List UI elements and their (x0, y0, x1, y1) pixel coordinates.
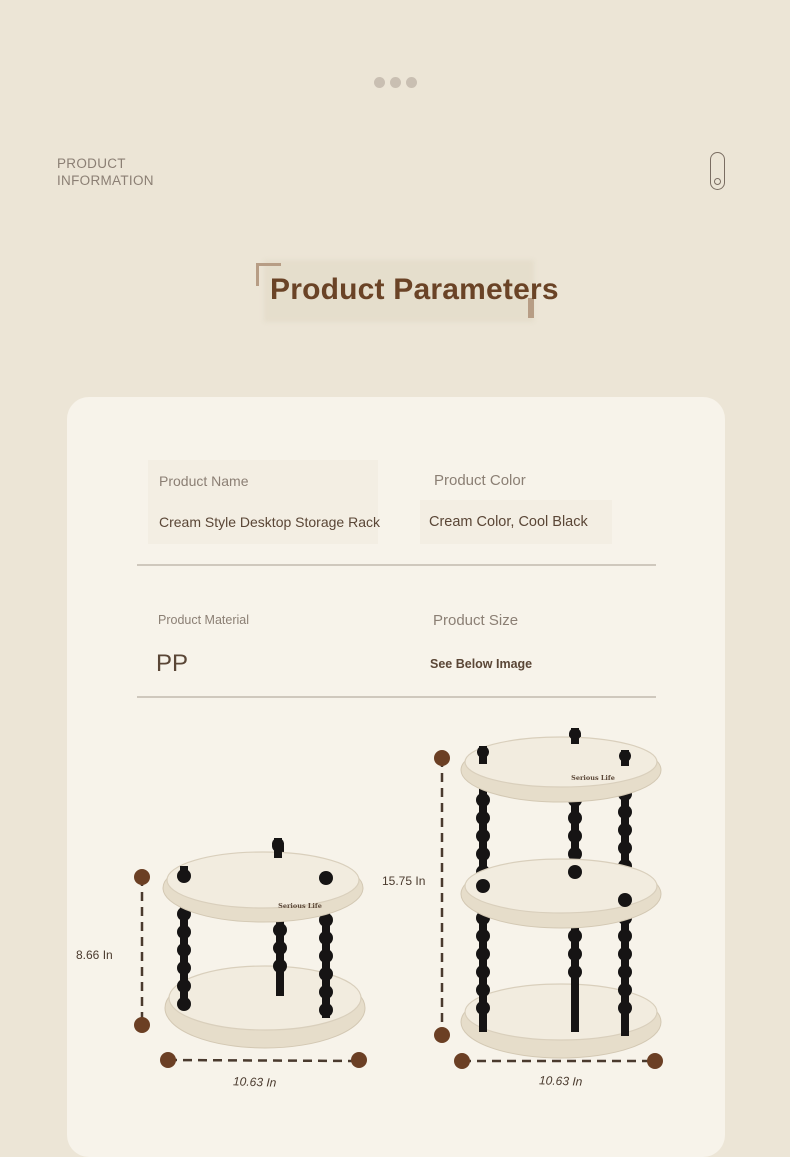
large-width-label: 10.63 In (538, 1073, 583, 1089)
product-material-value: PP (156, 650, 189, 677)
scroll-knob (714, 178, 721, 185)
large-height-label: 15.75 In (382, 874, 426, 888)
small-width-label: 10.63 In (232, 1074, 277, 1090)
brand-logo: Serious Life (278, 902, 322, 910)
dimension-marker (454, 1053, 470, 1069)
product-size-label: Product Size (433, 612, 519, 629)
pagination-dots (374, 77, 417, 88)
dimension-marker (134, 1017, 150, 1033)
product-name-value: Cream Style Desktop Storage Rack (159, 514, 380, 530)
small-rack-image (130, 830, 380, 1090)
dimension-marker (434, 1027, 450, 1043)
dimension-marker (160, 1052, 176, 1068)
dot (406, 77, 417, 88)
page-title: Product Parameters (270, 273, 559, 306)
large-rack-image (425, 722, 675, 1092)
product-name-label: Product Name (159, 473, 249, 489)
product-size-value: See Below Image (430, 657, 533, 671)
dot (374, 77, 385, 88)
product-color-value: Cream Color, Cool Black (429, 514, 588, 530)
product-color-label: Product Color (434, 472, 526, 489)
product-material-label: Product Material (158, 613, 250, 627)
brand-logo: Serious Life (571, 774, 615, 782)
dot (390, 77, 401, 88)
scroll-mouse-icon (710, 152, 725, 190)
divider (137, 696, 656, 698)
dimension-marker (134, 869, 150, 885)
dimension-marker (647, 1053, 663, 1069)
section-label: PRODUCT INFORMATION (57, 156, 154, 188)
dimension-marker (351, 1052, 367, 1068)
dimension-marker (434, 750, 450, 766)
divider (137, 564, 656, 566)
title-block (252, 258, 559, 328)
small-height-label: 8.66 In (76, 948, 113, 962)
